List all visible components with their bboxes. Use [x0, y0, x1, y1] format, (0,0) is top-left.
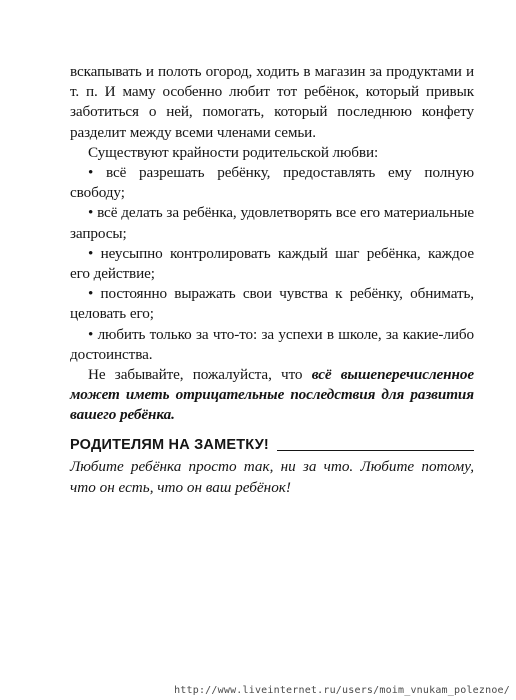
paragraph-intro: вскапывать и полоть огород, ходить в магазин за продуктами и т. п. И маму особенно любит тот ребёнок, который привык заботиться о ней, помогать, который последнюю конфету разделит между всеми членами семьи.	[70, 63, 474, 141]
parents-note-header	[70, 436, 474, 454]
bullet-item: • всё делать за ребёнка, удовлетворять все его материальные запросы;	[70, 204, 474, 242]
paragraph-extremes-heading: Существуют крайности родительской любви:	[88, 143, 379, 161]
closing-plain-text: Не забывайте, пожалуйста, что	[88, 366, 312, 384]
parents-note-box	[70, 436, 474, 498]
bullet-item: • неусыпно контролировать каждый шаг ребёнка, каждое его действие;	[70, 244, 474, 283]
header-rule	[277, 450, 474, 451]
bullet-item: • постоянно выражать свои чувства к ребёнку, обнимать, целовать его;	[70, 285, 474, 323]
parents-note-text: Любите ребёнка просто так, ни за что. Любите потому, что он есть, что он ваш ребёнок!	[70, 458, 474, 496]
bullet-item: • любить только за что-то: за успехи в школе, за какие-либо достоинства.	[70, 325, 474, 363]
source-url-watermark: http://www.liveinternet.ru/users/moim_vnukam_poleznoe/	[174, 685, 510, 696]
parents-note-title: РОДИТЕЛЯМ НА ЗАМЕТКУ!	[70, 437, 269, 453]
closing-emphasis-text: всё вышеперечисленное может иметь отрицательные последствия для развития вашего ребёнка.	[70, 366, 474, 424]
main-text	[70, 62, 474, 426]
bullet-item: • всё разрешать ребёнку, предоставлять ему полную свободу;	[70, 164, 474, 202]
paragraph-closing	[70, 365, 474, 426]
